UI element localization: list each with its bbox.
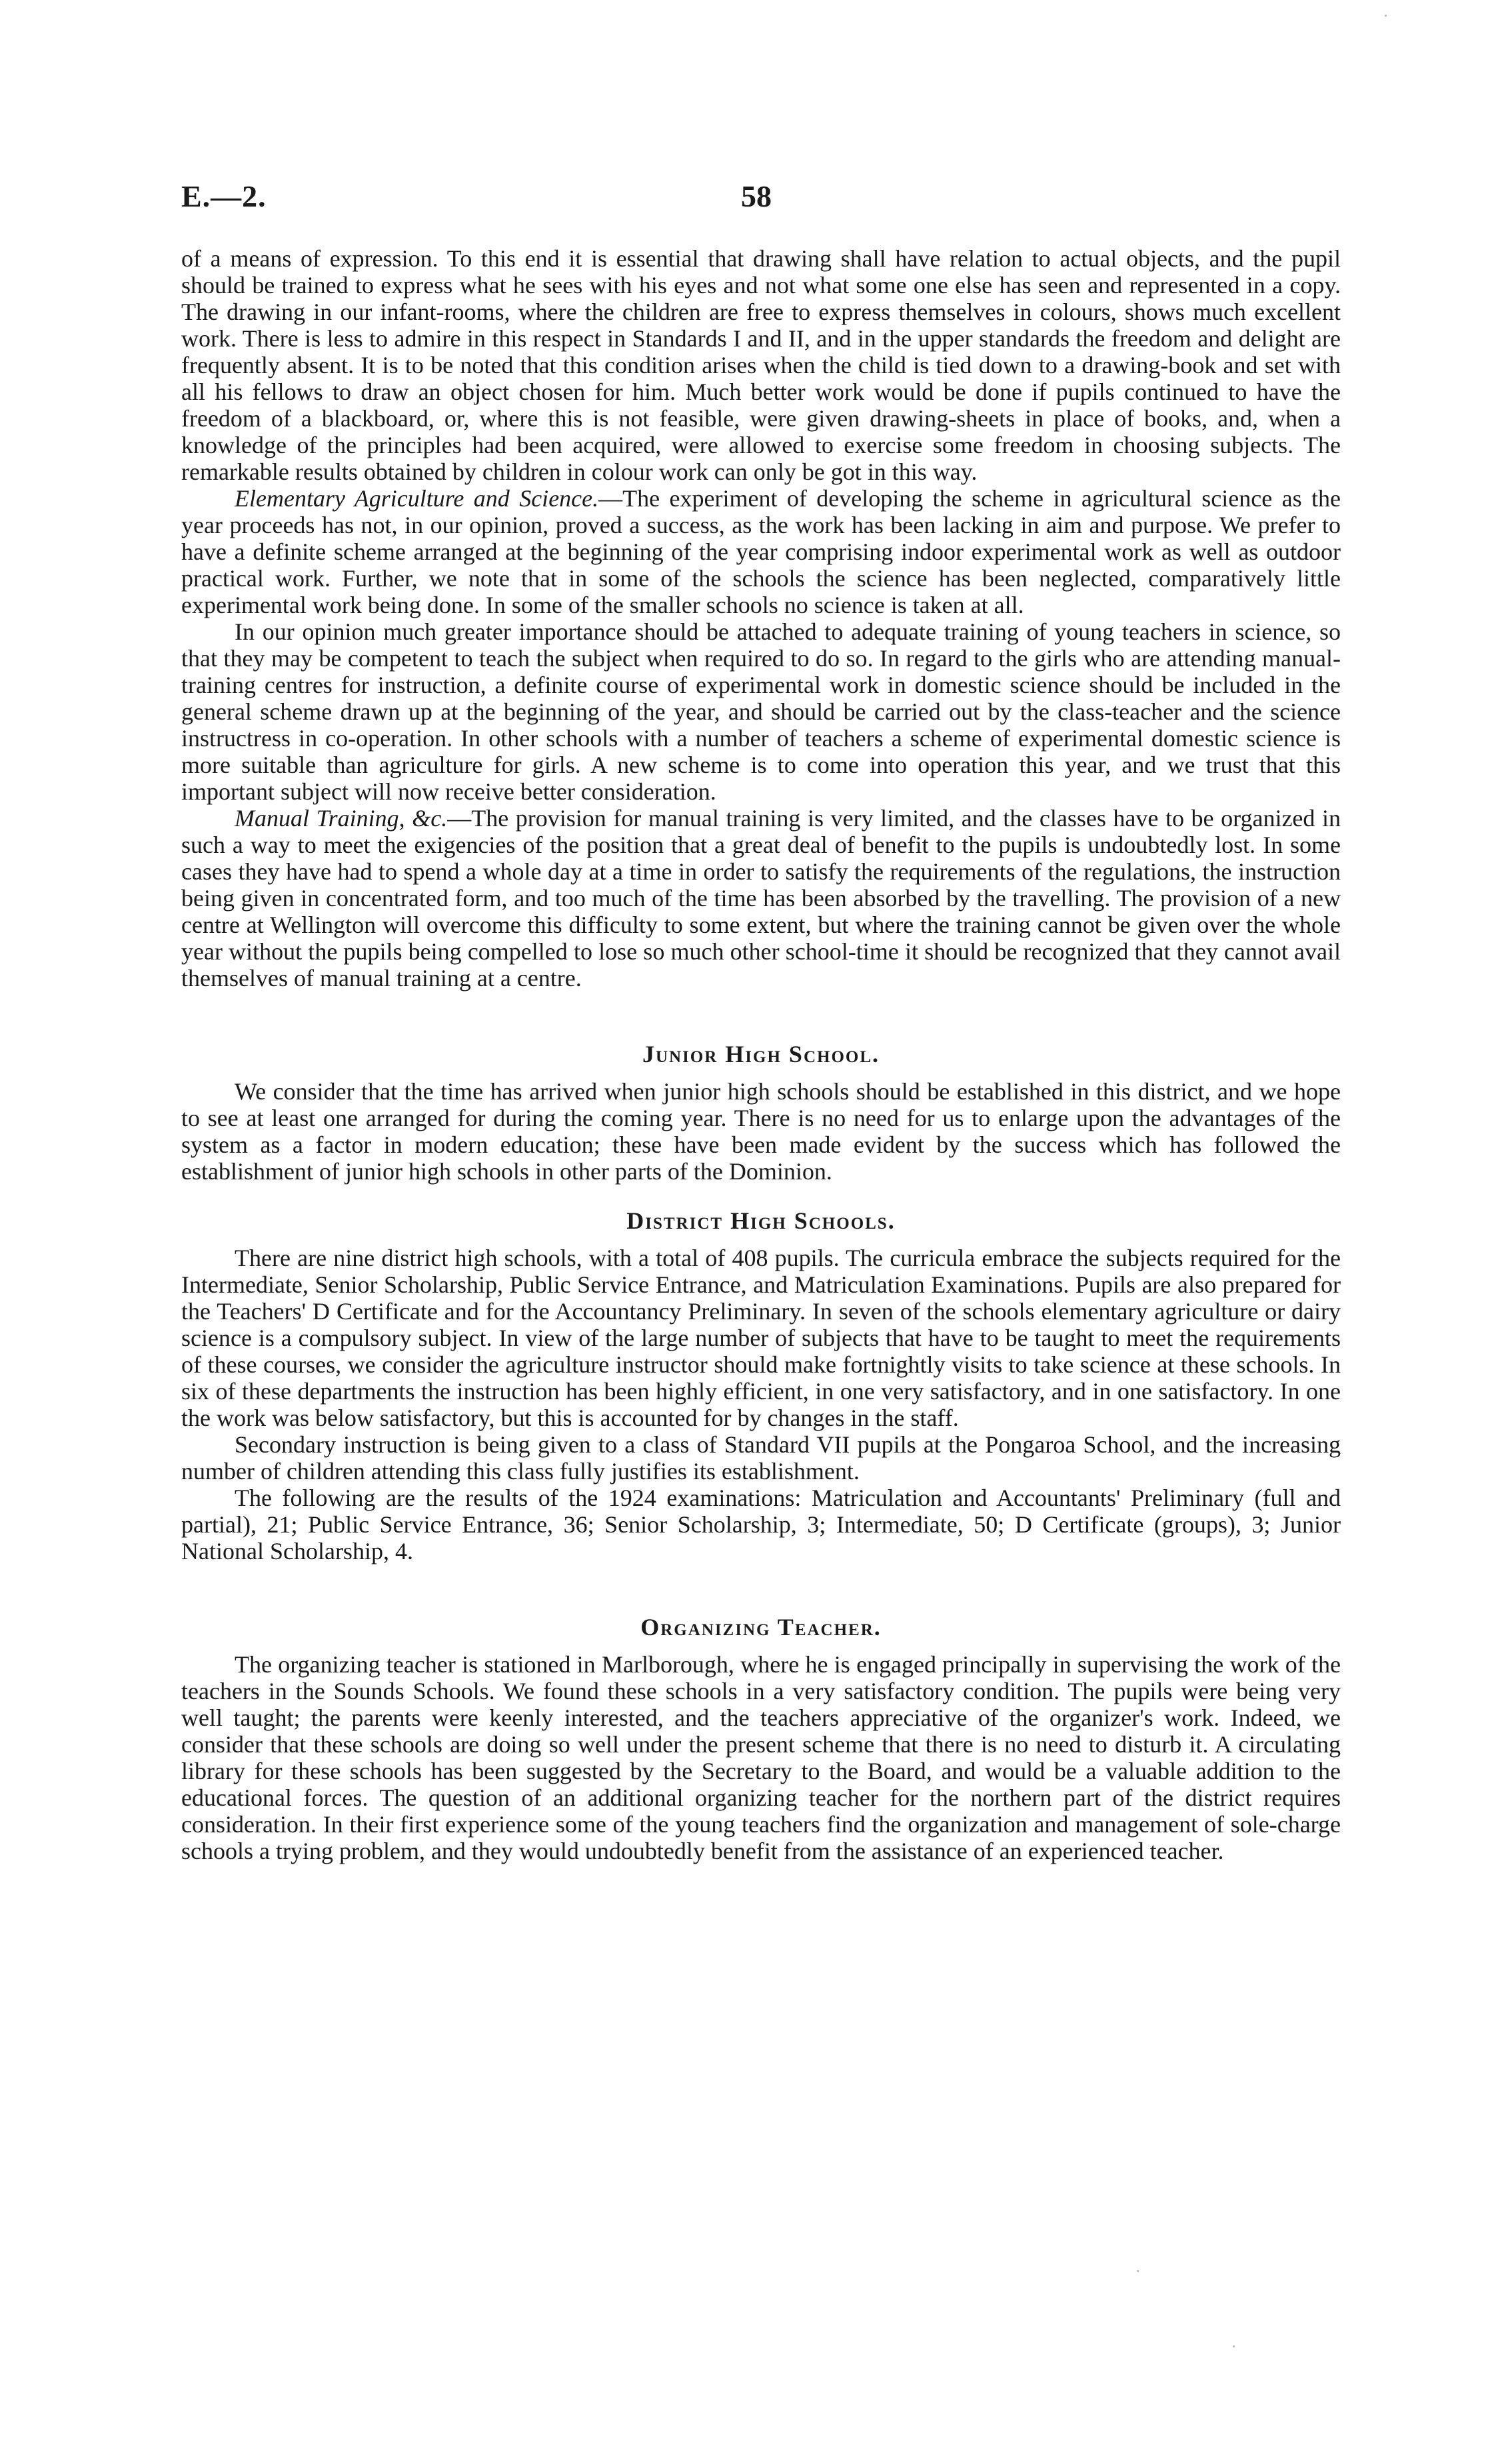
paragraph-agriculture-lead: Elementary Agriculture and Science. [235, 485, 599, 512]
paragraph-examination-results: The following are the results of the 1924 examinations: Matriculation and Accountants' Preliminary (full and partial), 21; Public Service Entrance, 36; Senior Scholarship, 3; Intermediate, 50; D Certificate (groups), 3; Junior National Scholarship, 4. [181, 1485, 1341, 1564]
spacer [181, 1185, 1341, 1207]
paragraph-manual-training-text: —The provision for manual training is very limited, and the classes have to be organized in such a way to meet the exigencies of the position that a great deal of benefit to the pupils is undoubtedly lost. In some cases they have had to spend a whole day at a time in order to satisfy the requirements of the regulations, the instruction being given in concentrated form, and too much of the time has been absorbed by the travelling. The provision of a new centre at Wellington will overcome this difficulty to some extent, but where the training cannot be given over the whole year without the pupils being compelled to lose so much other school-time it should be recognized that they cannot avail themselves of manual training at a centre. [181, 805, 1341, 991]
spacer [181, 1564, 1341, 1614]
spacer [181, 1640, 1341, 1651]
spacer [181, 991, 1341, 1041]
heading-district-high-schools: District High Schools. [626, 1207, 896, 1234]
paragraph-organizing-teacher: The organizing teacher is stationed in Marlborough, where he is engaged principally in supervising the work of the teachers in the Sounds Schools. We found these schools in a very satisfactory condition. The pupils were being very well taught; the parents were keenly interested, and the teachers appreciative of the organizer's work. Indeed, we consider that these schools are doing so well under the present scheme that there is no need to disturb it. A circulating library for these schools has been suggested by the Secretary to the Board, and would be a valuable addition to the educational forces. The question of an additional organizing teacher for the northern part of the district requires consideration. In their first experience some of the young teachers find the organization and management of sole-charge schools a trying problem, and they would undoubtedly benefit from the assistance of an experienced teacher. [181, 1651, 1341, 1864]
spacer [181, 1234, 1341, 1245]
page-number: 58 [741, 179, 772, 213]
spacer [181, 1067, 1341, 1078]
heading-junior-high-school: Junior High School. [642, 1041, 880, 1067]
paragraph-drawing: of a means of expression. To this end it is essential that drawing shall have relation to actual objects, and the pupil should be trained to express what he sees with his eyes and not what some one else has seen and represented in a copy. The drawing in our infant-rooms, where the children are free to express themselves in colours, shows much excellent work. There is less to admire in this respect in Standards I and II, and in the upper standards the freedom and delight are frequently absent. It is to be noted that this condition arises when the child is tied down to a drawing-book and set with all his fellows to draw an object chosen for him. Much better work would be done if pupils continued to have the freedom of a blackboard, or, where this is not feasible, were given drawing-sheets in place of books, and, when a knowledge of the principles had been acquired, were allowed to exercise some freedom in choosing subjects. The remarkable results obtained by children in colour work can only be got in this way. [181, 245, 1341, 485]
paragraph-junior-high-school: We consider that the time has arrived when junior high schools should be established in this district, and we hope to see at least one arranged for during the coming year. There is no need for us to enlarge upon the advantages of the system as a factor in modern education; these have been made evident by the success which has followed the establishment of junior high schools in other parts of the Dominion. [181, 1078, 1341, 1185]
paragraph-agriculture-text: —The experiment of developing the scheme in agricultural science as the year proceeds has not, in our opinion, proved a success, as the work has been lacking in aim and purpose. We prefer to have a definite scheme arranged at the beginning of the year comprising indoor experimental work as well as outdoor practical work. Further, we note that in some of the schools the science has been neglected, comparatively little experimental work being done. In some of the smaller schools no science is taken at all. [181, 485, 1341, 618]
paragraph-pongaroa: Secondary instruction is being given to a class of Standard VII pupils at the Pongaroa School, and the increasing number of children attending this class fully justifies its establishment. [181, 1431, 1341, 1485]
heading-organizing-teacher: Organizing Teacher. [640, 1614, 882, 1640]
scan-speck [1137, 2270, 1139, 2272]
scan-speck [1233, 2345, 1235, 2347]
scan-speck [1385, 15, 1387, 17]
paragraph-district-high-schools: There are nine district high schools, with a total of 408 pupils. The curricula embrace the subjects required for the Intermediate, Senior Scholarship, Public Service Entrance, and Matriculation Examinations. Pupils are also prepared for the Teachers' D Certificate and for the Accountancy Preliminary. In seven of the schools elementary agriculture or dairy science is a compulsory subject. In view of the large number of subjects that have to be taught to meet the requirements of these courses, we consider the agriculture instructor should make fortnightly visits to take science at these schools. In six of these departments the instruction has been highly efficient, in one very satisfactory, and in one satisfactory. In one the work was below satisfactory, but this is accounted for by changes in the staff. [181, 1245, 1341, 1431]
paragraph-agriculture [181, 485, 1341, 618]
body-text [181, 245, 1341, 1864]
paragraph-manual-training [181, 805, 1341, 991]
paragraph-science-training: In our opinion much greater importance should be attached to adequate training of young teachers in science, so that they may be competent to teach the subject when required to do so. In regard to the girls who are attending manual-training centres for instruction, a definite course of experimental work in domestic science should be included in the general scheme drawn up at the beginning of the year, and should be carried out by the class-teacher and the science instructress in co-operation. In other schools with a number of teachers a scheme of experimental domestic science is more suitable than agriculture for girls. A new scheme is to come into operation this year, and we trust that this important subject will now receive better consideration. [181, 618, 1341, 805]
paragraph-manual-training-lead: Manual Training, &c. [235, 805, 448, 832]
report-reference: E.—2. [181, 179, 267, 213]
